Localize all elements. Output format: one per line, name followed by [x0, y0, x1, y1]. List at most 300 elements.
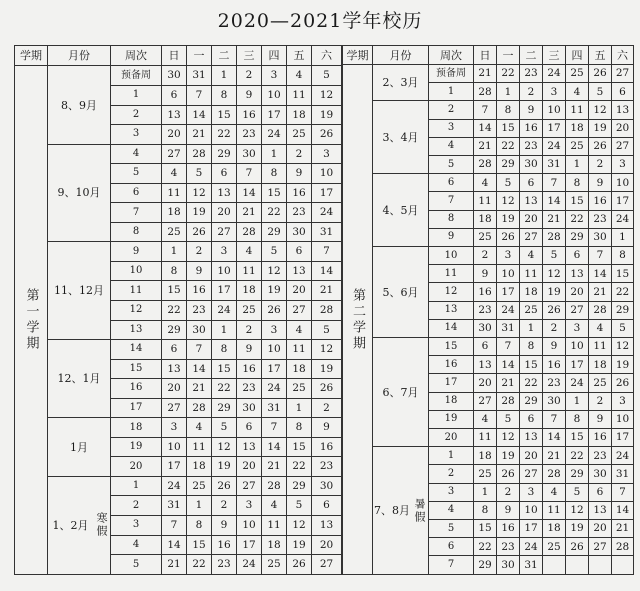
date-cell: 26 [312, 379, 342, 399]
week-number: 10 [429, 247, 474, 265]
date-cell: 15 [612, 265, 634, 283]
week-number: 5 [429, 520, 474, 538]
date-cell: 5 [589, 83, 612, 101]
date-cell: 6 [287, 242, 312, 262]
date-cell: 17 [612, 192, 634, 210]
date-cell: 17 [312, 183, 342, 203]
date-cell: 14 [497, 356, 520, 374]
date-cell: 4 [543, 483, 566, 501]
date-cell: 8 [566, 174, 589, 192]
date-cell [566, 556, 589, 575]
date-cell: 25 [474, 465, 497, 483]
date-cell: 10 [212, 261, 237, 281]
date-cell: 6 [520, 410, 543, 428]
date-cell: 22 [262, 203, 287, 223]
date-cell: 7 [543, 410, 566, 428]
date-cell: 23 [520, 137, 543, 155]
date-cell: 15 [187, 535, 212, 555]
date-cell: 3 [612, 392, 634, 410]
date-cell: 25 [543, 538, 566, 556]
date-cell: 13 [612, 101, 634, 119]
date-cell: 24 [520, 538, 543, 556]
month-holiday-wrap [373, 447, 428, 574]
date-cell: 25 [589, 374, 612, 392]
date-cell: 8 [612, 247, 634, 265]
date-cell: 1 [162, 242, 187, 262]
week-number: 15 [111, 359, 162, 379]
date-cell: 9 [237, 85, 262, 105]
date-cell: 25 [237, 300, 262, 320]
date-cell: 23 [474, 301, 497, 319]
date-cell: 16 [589, 429, 612, 447]
date-cell: 17 [162, 457, 187, 477]
week-number: 1 [429, 447, 474, 465]
date-cell: 18 [474, 447, 497, 465]
date-cell: 19 [566, 520, 589, 538]
date-cell: 2 [520, 83, 543, 101]
date-cell: 29 [212, 144, 237, 164]
date-cell: 31 [262, 398, 287, 418]
holiday-text: 寒假 [95, 512, 108, 539]
date-cell: 20 [520, 210, 543, 228]
date-cell: 17 [212, 281, 237, 301]
date-cell: 24 [566, 374, 589, 392]
date-cell: 30 [543, 392, 566, 410]
date-cell: 27 [287, 300, 312, 320]
week-number: 7 [429, 556, 474, 575]
date-cell: 5 [497, 410, 520, 428]
month-cell: 1月 [48, 418, 111, 477]
date-cell: 9 [187, 261, 212, 281]
date-cell: 11 [589, 338, 612, 356]
week-number: 4 [429, 137, 474, 155]
date-cell: 15 [287, 437, 312, 457]
date-cell: 30 [312, 476, 342, 496]
date-cell: 6 [212, 164, 237, 184]
date-cell: 28 [543, 465, 566, 483]
date-cell: 9 [520, 101, 543, 119]
date-cell: 22 [497, 137, 520, 155]
date-cell: 8 [474, 501, 497, 519]
date-cell: 27 [520, 465, 543, 483]
date-cell: 28 [262, 476, 287, 496]
date-cell: 28 [474, 83, 497, 101]
date-cell: 15 [520, 356, 543, 374]
date-cell: 6 [612, 83, 634, 101]
date-cell: 26 [589, 137, 612, 155]
date-cell: 27 [612, 137, 634, 155]
date-cell: 10 [312, 164, 342, 184]
date-cell: 15 [566, 192, 589, 210]
date-cell: 5 [287, 496, 312, 516]
date-cell: 5 [262, 242, 287, 262]
date-cell: 11 [187, 437, 212, 457]
date-cell: 10 [237, 515, 262, 535]
week-number: 8 [111, 222, 162, 242]
date-cell: 9 [312, 418, 342, 438]
date-cell: 3 [497, 247, 520, 265]
date-cell: 4 [162, 164, 187, 184]
date-cell: 20 [612, 119, 634, 137]
date-cell: 8 [497, 101, 520, 119]
date-cell: 25 [287, 379, 312, 399]
date-cell: 8 [520, 338, 543, 356]
date-cell: 29 [612, 301, 634, 319]
date-cell: 24 [262, 379, 287, 399]
date-cell: 28 [589, 301, 612, 319]
date-cell: 14 [187, 359, 212, 379]
date-cell: 24 [237, 555, 262, 575]
date-cell: 19 [497, 447, 520, 465]
date-cell: 22 [212, 379, 237, 399]
date-cell: 16 [589, 192, 612, 210]
date-cell: 6 [589, 483, 612, 501]
month-text: 1、2月 [52, 518, 89, 532]
date-cell: 19 [262, 281, 287, 301]
date-cell: 10 [262, 340, 287, 360]
date-cell: 14 [187, 105, 212, 125]
week-row [343, 447, 634, 465]
date-cell: 17 [262, 359, 287, 379]
date-cell: 27 [474, 392, 497, 410]
date-cell: 1 [212, 320, 237, 340]
date-cell: 30 [287, 222, 312, 242]
date-cell: 12 [312, 340, 342, 360]
date-cell: 1 [474, 483, 497, 501]
week-number: 14 [111, 340, 162, 360]
date-cell: 10 [520, 501, 543, 519]
week-row [343, 65, 634, 83]
date-cell: 30 [162, 66, 187, 86]
header-cell: 四 [262, 46, 287, 66]
date-cell: 21 [612, 520, 634, 538]
header-cell: 三 [543, 46, 566, 65]
date-cell: 28 [187, 144, 212, 164]
date-cell: 20 [212, 203, 237, 223]
date-cell: 7 [187, 340, 212, 360]
date-cell: 4 [474, 174, 497, 192]
week-number: 15 [429, 338, 474, 356]
date-cell: 21 [187, 379, 212, 399]
date-cell: 23 [589, 210, 612, 228]
date-cell: 20 [287, 281, 312, 301]
header-cell: 学期 [15, 46, 48, 66]
date-cell: 26 [589, 65, 612, 83]
date-cell: 2 [589, 392, 612, 410]
date-cell: 9 [287, 164, 312, 184]
date-cell: 10 [566, 338, 589, 356]
date-cell: 11 [262, 515, 287, 535]
date-cell: 18 [474, 210, 497, 228]
week-number: 12 [429, 283, 474, 301]
date-cell: 17 [237, 535, 262, 555]
date-cell: 23 [187, 300, 212, 320]
date-cell: 24 [262, 125, 287, 145]
header-cell: 五 [287, 46, 312, 66]
date-cell: 16 [212, 535, 237, 555]
date-cell: 19 [612, 356, 634, 374]
month-cell: 11、12月 [48, 242, 111, 340]
date-cell: 4 [589, 319, 612, 337]
date-cell: 12 [212, 437, 237, 457]
date-cell: 1 [262, 144, 287, 164]
term-label: 第二学期 [343, 65, 373, 575]
date-cell: 11 [543, 501, 566, 519]
date-cell: 23 [589, 447, 612, 465]
date-cell: 20 [566, 283, 589, 301]
date-cell: 2 [543, 319, 566, 337]
date-cell: 15 [262, 183, 287, 203]
date-cell: 6 [312, 496, 342, 516]
date-cell: 30 [589, 228, 612, 246]
date-cell: 18 [187, 457, 212, 477]
date-cell: 17 [543, 119, 566, 137]
date-cell: 14 [612, 501, 634, 519]
week-number: 2 [111, 105, 162, 125]
date-cell: 2 [287, 144, 312, 164]
week-row [15, 66, 342, 86]
week-number: 7 [429, 192, 474, 210]
date-cell: 4 [287, 320, 312, 340]
date-cell: 11 [237, 261, 262, 281]
date-cell: 19 [312, 105, 342, 125]
date-cell: 3 [262, 66, 287, 86]
date-cell: 23 [212, 555, 237, 575]
date-cell: 15 [474, 520, 497, 538]
header-cell: 一 [497, 46, 520, 65]
header-cell: 五 [589, 46, 612, 65]
date-cell: 18 [237, 281, 262, 301]
date-cell: 15 [162, 281, 187, 301]
date-cell: 5 [312, 66, 342, 86]
date-cell: 13 [162, 359, 187, 379]
date-cell: 16 [520, 119, 543, 137]
date-cell: 21 [262, 457, 287, 477]
date-cell: 16 [287, 183, 312, 203]
date-cell: 19 [187, 203, 212, 223]
date-cell: 22 [612, 283, 634, 301]
week-number: 2 [429, 465, 474, 483]
calendar-tables [14, 45, 632, 575]
date-cell: 21 [543, 447, 566, 465]
date-cell: 23 [520, 65, 543, 83]
header-cell: 六 [312, 46, 342, 66]
week-number: 9 [111, 242, 162, 262]
date-cell: 16 [543, 356, 566, 374]
week-row [343, 174, 634, 192]
date-cell: 26 [212, 476, 237, 496]
week-number: 6 [429, 538, 474, 556]
week-row [15, 476, 342, 496]
date-cell: 27 [212, 222, 237, 242]
date-cell: 2 [187, 242, 212, 262]
month-cell [48, 476, 111, 574]
date-cell: 3 [520, 483, 543, 501]
date-cell: 24 [162, 476, 187, 496]
date-cell: 3 [612, 156, 634, 174]
week-number: 11 [111, 281, 162, 301]
date-cell: 10 [162, 437, 187, 457]
date-cell: 13 [312, 515, 342, 535]
date-cell: 23 [237, 125, 262, 145]
date-cell: 17 [497, 283, 520, 301]
date-cell: 28 [612, 538, 634, 556]
date-cell: 29 [474, 556, 497, 575]
date-cell: 28 [187, 398, 212, 418]
week-number: 14 [429, 319, 474, 337]
date-cell: 27 [612, 65, 634, 83]
week-number: 13 [111, 320, 162, 340]
date-cell: 13 [237, 437, 262, 457]
date-cell: 28 [543, 228, 566, 246]
week-number: 预备周 [429, 65, 474, 83]
date-cell: 13 [520, 429, 543, 447]
date-cell: 4 [262, 496, 287, 516]
week-number: 13 [429, 301, 474, 319]
date-cell: 15 [212, 359, 237, 379]
date-cell: 22 [566, 210, 589, 228]
date-cell: 1 [566, 392, 589, 410]
date-cell: 26 [187, 222, 212, 242]
week-number: 5 [111, 555, 162, 575]
week-number: 2 [429, 101, 474, 119]
date-cell: 10 [612, 410, 634, 428]
date-cell: 6 [237, 418, 262, 438]
date-cell: 7 [187, 85, 212, 105]
date-cell: 15 [497, 119, 520, 137]
term-label: 第一学期 [15, 66, 48, 575]
date-cell: 16 [187, 281, 212, 301]
date-cell: 22 [187, 555, 212, 575]
date-cell: 8 [566, 410, 589, 428]
header-cell: 周次 [111, 46, 162, 66]
date-cell: 19 [312, 359, 342, 379]
date-cell: 25 [520, 301, 543, 319]
date-cell: 14 [237, 183, 262, 203]
date-cell: 19 [212, 457, 237, 477]
date-cell: 4 [474, 410, 497, 428]
date-cell: 28 [312, 300, 342, 320]
week-number: 6 [111, 183, 162, 203]
date-cell: 17 [520, 520, 543, 538]
week-row [15, 340, 342, 360]
date-cell: 7 [262, 418, 287, 438]
week-number: 11 [429, 265, 474, 283]
date-cell: 21 [497, 374, 520, 392]
date-cell: 7 [612, 483, 634, 501]
date-cell: 25 [162, 222, 187, 242]
week-number: 7 [111, 203, 162, 223]
week-row [343, 101, 634, 119]
date-cell: 23 [287, 203, 312, 223]
date-cell: 7 [497, 338, 520, 356]
date-cell: 4 [237, 242, 262, 262]
date-cell: 14 [589, 265, 612, 283]
date-cell: 3 [162, 418, 187, 438]
header-cell: 周次 [429, 46, 474, 65]
week-number: 12 [111, 300, 162, 320]
month-cell [373, 447, 429, 575]
week-row [15, 144, 342, 164]
date-cell: 3 [543, 83, 566, 101]
date-cell: 27 [162, 144, 187, 164]
date-cell: 13 [212, 183, 237, 203]
date-cell: 19 [287, 535, 312, 555]
date-cell: 16 [237, 359, 262, 379]
month-cell: 12、1月 [48, 340, 111, 418]
date-cell: 10 [262, 85, 287, 105]
date-cell: 9 [212, 515, 237, 535]
date-cell: 8 [212, 340, 237, 360]
date-cell: 1 [212, 66, 237, 86]
week-number: 18 [429, 392, 474, 410]
date-cell: 2 [212, 496, 237, 516]
date-cell: 12 [262, 261, 287, 281]
date-cell: 23 [237, 379, 262, 399]
date-cell: 5 [566, 483, 589, 501]
date-cell: 26 [497, 465, 520, 483]
date-cell: 14 [474, 119, 497, 137]
week-row [343, 338, 634, 356]
date-cell: 21 [162, 555, 187, 575]
week-number: 5 [111, 164, 162, 184]
month-cell: 5、6月 [373, 247, 429, 338]
week-number: 20 [111, 457, 162, 477]
date-cell: 6 [474, 338, 497, 356]
month-text: 7、8月 [374, 504, 410, 518]
date-cell: 6 [162, 340, 187, 360]
date-cell: 9 [543, 338, 566, 356]
date-cell: 9 [589, 410, 612, 428]
date-cell: 10 [543, 101, 566, 119]
date-cell: 9 [237, 340, 262, 360]
date-cell: 25 [262, 555, 287, 575]
week-row [15, 242, 342, 262]
date-cell: 2 [237, 66, 262, 86]
date-cell: 28 [497, 392, 520, 410]
date-cell: 27 [589, 538, 612, 556]
date-cell: 11 [287, 340, 312, 360]
date-cell: 29 [497, 156, 520, 174]
date-cell: 16 [312, 437, 342, 457]
date-cell: 3 [237, 496, 262, 516]
date-cell: 7 [543, 174, 566, 192]
header-cell: 日 [474, 46, 497, 65]
date-cell: 2 [237, 320, 262, 340]
week-number: 17 [111, 398, 162, 418]
date-cell: 18 [287, 359, 312, 379]
date-cell: 6 [162, 85, 187, 105]
date-cell: 26 [566, 538, 589, 556]
date-cell: 28 [474, 156, 497, 174]
date-cell [589, 556, 612, 575]
week-number: 16 [111, 379, 162, 399]
first-term-table [14, 45, 342, 575]
date-cell [612, 556, 634, 575]
date-cell: 16 [237, 105, 262, 125]
date-cell: 8 [287, 418, 312, 438]
date-cell: 1 [612, 228, 634, 246]
month-cell: 2、3月 [373, 65, 429, 101]
date-cell: 20 [162, 379, 187, 399]
date-cell: 17 [566, 356, 589, 374]
week-number: 8 [429, 210, 474, 228]
date-cell: 26 [612, 374, 634, 392]
date-cell: 20 [237, 457, 262, 477]
date-cell: 31 [497, 319, 520, 337]
date-cell: 27 [237, 476, 262, 496]
date-cell: 28 [237, 222, 262, 242]
